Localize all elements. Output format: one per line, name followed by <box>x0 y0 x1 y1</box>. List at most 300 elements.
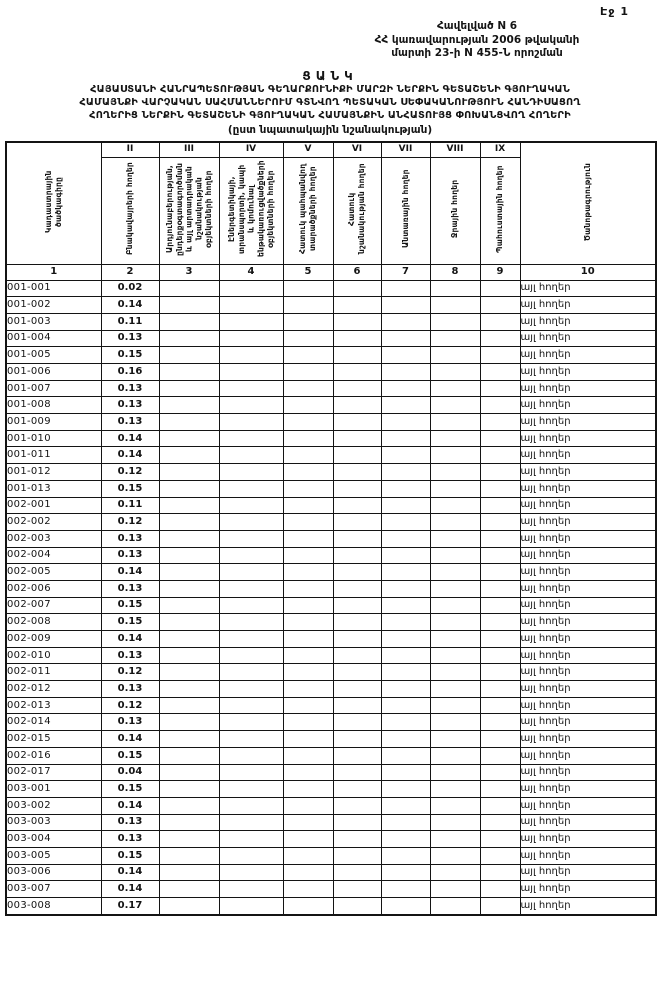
empty-cell <box>283 797 333 814</box>
empty-cell <box>480 530 520 547</box>
empty-cell <box>381 447 430 464</box>
empty-cell <box>333 480 381 497</box>
empty-cell <box>219 547 283 564</box>
cadastral-code-cell: 002-014 <box>6 714 101 731</box>
empty-cell <box>159 547 219 564</box>
empty-cell <box>480 414 520 431</box>
empty-cell <box>219 881 283 898</box>
table-row <box>6 514 656 531</box>
empty-cell <box>159 898 219 915</box>
empty-cell <box>283 530 333 547</box>
empty-cell <box>333 631 381 648</box>
header-col-4 <box>219 157 283 264</box>
cadastral-code-cell: 001-001 <box>6 280 101 297</box>
table-row <box>6 397 656 414</box>
table-row <box>6 747 656 764</box>
page-number: Էջ 1 <box>600 5 629 18</box>
empty-cell <box>333 814 381 831</box>
roman-numeral-VII: VII <box>381 142 430 158</box>
empty-cell <box>219 631 283 648</box>
cadastral-code-cell: 001-010 <box>6 430 101 447</box>
empty-cell <box>381 280 430 297</box>
table-row <box>6 347 656 364</box>
empty-cell <box>430 530 480 547</box>
empty-cell <box>219 414 283 431</box>
empty-cell <box>159 530 219 547</box>
empty-cell <box>283 397 333 414</box>
empty-cell <box>159 864 219 881</box>
empty-cell <box>219 464 283 481</box>
empty-cell <box>430 781 480 798</box>
empty-cell <box>430 697 480 714</box>
header-col-7 <box>381 157 430 264</box>
table-row <box>6 297 656 314</box>
empty-cell <box>283 514 333 531</box>
residential-land-cell: 0.14 <box>101 797 159 814</box>
empty-cell <box>159 464 219 481</box>
table-row <box>6 764 656 781</box>
empty-cell <box>480 847 520 864</box>
empty-cell <box>430 681 480 698</box>
empty-cell <box>381 647 430 664</box>
note-cell: այլ հողեր <box>520 447 656 464</box>
empty-cell <box>480 480 520 497</box>
column-number-8: 8 <box>430 264 480 280</box>
cadastral-code-cell: 002-001 <box>6 497 101 514</box>
empty-cell <box>430 797 480 814</box>
header-note <box>520 142 656 265</box>
empty-cell <box>381 580 430 597</box>
title-subtitle: (ըստ նպատակային նշանակության) <box>227 123 433 136</box>
empty-cell <box>283 564 333 581</box>
empty-cell <box>159 847 219 864</box>
empty-cell <box>159 364 219 381</box>
empty-cell <box>219 831 283 848</box>
cadastral-code-cell: 001-008 <box>6 397 101 414</box>
cadastral-code-cell: 001-003 <box>6 313 101 330</box>
empty-cell <box>381 313 430 330</box>
empty-cell <box>219 847 283 864</box>
note-cell: այլ հողեր <box>520 881 656 898</box>
empty-cell <box>219 380 283 397</box>
residential-land-cell: 0.13 <box>101 530 159 547</box>
empty-cell <box>381 781 430 798</box>
cadastral-code-cell: 002-013 <box>6 697 101 714</box>
column-number-7: 7 <box>381 264 430 280</box>
empty-cell <box>381 881 430 898</box>
residential-land-cell: 0.17 <box>101 898 159 915</box>
empty-cell <box>381 898 430 915</box>
note-cell: այլ հողեր <box>520 347 656 364</box>
empty-cell <box>159 380 219 397</box>
empty-cell <box>430 280 480 297</box>
empty-cell <box>283 330 333 347</box>
header-cadastral-code-label: Կադաստրային ծածկագիրը <box>44 170 63 233</box>
empty-cell <box>159 814 219 831</box>
empty-cell <box>159 781 219 798</box>
empty-cell <box>381 864 430 881</box>
note-cell: այլ հողեր <box>520 597 656 614</box>
table-row <box>6 430 656 447</box>
empty-cell <box>219 430 283 447</box>
empty-cell <box>381 614 430 631</box>
empty-cell <box>219 297 283 314</box>
table-row <box>6 414 656 431</box>
empty-cell <box>219 480 283 497</box>
empty-cell <box>159 414 219 431</box>
residential-land-cell: 0.15 <box>101 847 159 864</box>
header-col-2-label: Բնակավայրերի հողեր <box>125 162 135 256</box>
note-cell: այլ հողեր <box>520 480 656 497</box>
column-number-2: 2 <box>101 264 159 280</box>
cadastral-code-cell: 001-011 <box>6 447 101 464</box>
empty-cell <box>333 697 381 714</box>
empty-cell <box>381 831 430 848</box>
empty-cell <box>219 447 283 464</box>
empty-cell <box>159 430 219 447</box>
empty-cell <box>381 397 430 414</box>
empty-cell <box>283 614 333 631</box>
note-cell: այլ հողեր <box>520 414 656 431</box>
header-col-5 <box>283 157 333 264</box>
empty-cell <box>430 831 480 848</box>
empty-cell <box>159 664 219 681</box>
header-col-8-label: Ջրային հողեր <box>450 179 460 238</box>
cadastral-code-cell: 002-012 <box>6 681 101 698</box>
note-cell: այլ հողեր <box>520 614 656 631</box>
table-row <box>6 580 656 597</box>
residential-land-cell: 0.14 <box>101 631 159 648</box>
empty-cell <box>430 397 480 414</box>
empty-cell <box>283 647 333 664</box>
empty-cell <box>283 831 333 848</box>
empty-cell <box>480 664 520 681</box>
empty-cell <box>381 764 430 781</box>
empty-cell <box>480 881 520 898</box>
empty-cell <box>283 497 333 514</box>
empty-cell <box>480 280 520 297</box>
table-row <box>6 847 656 864</box>
header-cadastral-code <box>6 142 101 265</box>
table-body <box>6 280 656 915</box>
empty-cell <box>480 781 520 798</box>
empty-cell <box>283 447 333 464</box>
empty-cell <box>430 364 480 381</box>
empty-cell <box>283 380 333 397</box>
empty-cell <box>333 764 381 781</box>
residential-land-cell: 0.16 <box>101 364 159 381</box>
empty-cell <box>283 781 333 798</box>
empty-cell <box>219 898 283 915</box>
empty-cell <box>430 480 480 497</box>
residential-land-cell: 0.13 <box>101 681 159 698</box>
empty-cell <box>430 547 480 564</box>
cadastral-code-cell: 003-006 <box>6 864 101 881</box>
empty-cell <box>219 814 283 831</box>
empty-cell <box>381 380 430 397</box>
empty-cell <box>430 347 480 364</box>
residential-land-cell: 0.14 <box>101 881 159 898</box>
header-note-label: Ծանոթագրություն <box>582 162 592 241</box>
empty-cell <box>159 631 219 648</box>
empty-cell <box>283 814 333 831</box>
empty-cell <box>381 681 430 698</box>
empty-cell <box>283 631 333 648</box>
note-cell: այլ հողեր <box>520 681 656 698</box>
empty-cell <box>219 597 283 614</box>
empty-cell <box>480 447 520 464</box>
empty-cell <box>283 414 333 431</box>
empty-cell <box>381 464 430 481</box>
empty-cell <box>159 447 219 464</box>
empty-cell <box>219 330 283 347</box>
table-row <box>6 697 656 714</box>
header-col-8 <box>430 157 480 264</box>
empty-cell <box>430 647 480 664</box>
empty-cell <box>480 797 520 814</box>
title-line-1: ՀԱՅԱՍՏԱՆԻ ՀԱՆՐԱՊԵՏՈՒԹՅԱՆ ԳԵՂԱՐՔՈՒՆԻՔԻ ՄԱՐԶԻ ՆԵՐՔԻՆ ԳԵՏԱՇԵՆԻ ԳՅՈՒՂԱԿԱՆ <box>90 83 570 95</box>
empty-cell <box>430 898 480 915</box>
cadastral-code-cell: 002-015 <box>6 731 101 748</box>
note-cell: այլ հողեր <box>520 631 656 648</box>
empty-cell <box>480 364 520 381</box>
header-col-3-label: Արդյունաբերության, ընդերքօգտագործման և այլ արտադրական նշանակության օբյեկտների հողեր <box>164 161 213 256</box>
cadastral-code-cell: 003-005 <box>6 847 101 864</box>
header-col-9-label: Պահուստային հողեր <box>495 164 505 253</box>
table-row <box>6 547 656 564</box>
empty-cell <box>283 364 333 381</box>
header-col-3 <box>159 157 219 264</box>
empty-cell <box>159 580 219 597</box>
note-cell: այլ հողեր <box>520 797 656 814</box>
empty-cell <box>333 597 381 614</box>
empty-cell <box>159 480 219 497</box>
empty-cell <box>333 864 381 881</box>
table-header <box>6 142 656 281</box>
roman-numeral-VI: VI <box>333 142 381 158</box>
note-cell: այլ հողեր <box>520 514 656 531</box>
empty-cell <box>480 714 520 731</box>
cadastral-code-cell: 003-008 <box>6 898 101 915</box>
residential-land-cell: 0.11 <box>101 497 159 514</box>
empty-cell <box>430 580 480 597</box>
column-number-row <box>6 264 656 280</box>
residential-land-cell: 0.13 <box>101 831 159 848</box>
residential-land-cell: 0.15 <box>101 597 159 614</box>
cadastral-code-cell: 002-010 <box>6 647 101 664</box>
empty-cell <box>430 464 480 481</box>
empty-cell <box>333 580 381 597</box>
empty-cell <box>333 364 381 381</box>
empty-cell <box>430 664 480 681</box>
residential-land-cell: 0.12 <box>101 464 159 481</box>
empty-cell <box>159 681 219 698</box>
note-cell: այլ հողեր <box>520 747 656 764</box>
empty-cell <box>430 814 480 831</box>
cadastral-code-cell: 003-003 <box>6 814 101 831</box>
cadastral-code-cell: 001-004 <box>6 330 101 347</box>
empty-cell <box>219 747 283 764</box>
cadastral-code-cell: 001-002 <box>6 297 101 314</box>
empty-cell <box>333 380 381 397</box>
table-row <box>6 797 656 814</box>
empty-cell <box>219 514 283 531</box>
empty-cell <box>283 847 333 864</box>
empty-cell <box>159 497 219 514</box>
empty-cell <box>480 430 520 447</box>
empty-cell <box>333 831 381 848</box>
column-number-6: 6 <box>333 264 381 280</box>
empty-cell <box>333 714 381 731</box>
empty-cell <box>283 664 333 681</box>
empty-cell <box>333 647 381 664</box>
residential-land-cell: 0.14 <box>101 864 159 881</box>
empty-cell <box>480 764 520 781</box>
empty-cell <box>219 731 283 748</box>
empty-cell <box>381 797 430 814</box>
empty-cell <box>333 414 381 431</box>
header-col-2 <box>101 157 159 264</box>
empty-cell <box>480 597 520 614</box>
cadastral-code-cell: 001-013 <box>6 480 101 497</box>
column-number-10: 10 <box>520 264 656 280</box>
empty-cell <box>159 514 219 531</box>
residential-land-cell: 0.14 <box>101 430 159 447</box>
header-col-5-label: Հատուկ պահպանվող տարածքների հողեր <box>298 163 317 254</box>
empty-cell <box>430 414 480 431</box>
note-cell: այլ հողեր <box>520 497 656 514</box>
empty-cell <box>333 797 381 814</box>
header-col-7-label: Անտառային հողեր <box>400 169 410 248</box>
empty-cell <box>430 881 480 898</box>
empty-cell <box>219 530 283 547</box>
empty-cell <box>480 497 520 514</box>
residential-land-cell: 0.02 <box>101 280 159 297</box>
note-cell: այլ հողեր <box>520 280 656 297</box>
empty-cell <box>430 297 480 314</box>
land-table <box>5 141 657 916</box>
empty-cell <box>430 614 480 631</box>
empty-cell <box>159 714 219 731</box>
empty-cell <box>333 781 381 798</box>
table-row <box>6 564 656 581</box>
empty-cell <box>283 764 333 781</box>
empty-cell <box>430 764 480 781</box>
empty-cell <box>219 647 283 664</box>
empty-cell <box>159 397 219 414</box>
empty-cell <box>480 397 520 414</box>
residential-land-cell: 0.15 <box>101 747 159 764</box>
table-row <box>6 380 656 397</box>
note-cell: այլ հողեր <box>520 764 656 781</box>
empty-cell <box>430 864 480 881</box>
empty-cell <box>219 564 283 581</box>
empty-cell <box>283 731 333 748</box>
table-row <box>6 781 656 798</box>
empty-cell <box>430 430 480 447</box>
empty-cell <box>283 697 333 714</box>
cadastral-code-cell: 001-009 <box>6 414 101 431</box>
note-cell: այլ հողեր <box>520 297 656 314</box>
empty-cell <box>159 747 219 764</box>
empty-cell <box>381 631 430 648</box>
empty-cell <box>219 580 283 597</box>
appendix-block <box>317 20 637 61</box>
title-caption: ՑԱՆԿ <box>302 68 358 83</box>
note-cell: այլ հողեր <box>520 313 656 330</box>
note-cell: այլ հողեր <box>520 664 656 681</box>
table-row <box>6 631 656 648</box>
empty-cell <box>480 898 520 915</box>
table-row <box>6 480 656 497</box>
empty-cell <box>333 847 381 864</box>
empty-cell <box>381 364 430 381</box>
empty-cell <box>381 347 430 364</box>
empty-cell <box>333 681 381 698</box>
table-row <box>6 831 656 848</box>
empty-cell <box>219 347 283 364</box>
empty-cell <box>219 697 283 714</box>
residential-land-cell: 0.13 <box>101 397 159 414</box>
cadastral-code-cell: 002-002 <box>6 514 101 531</box>
empty-cell <box>219 864 283 881</box>
empty-cell <box>219 313 283 330</box>
note-cell: այլ հողեր <box>520 898 656 915</box>
empty-cell <box>480 631 520 648</box>
appendix-line-3: մարտի 23-ի N 455-Ն որոշման <box>391 47 563 60</box>
cadastral-code-cell: 002-017 <box>6 764 101 781</box>
empty-cell <box>333 547 381 564</box>
empty-cell <box>480 347 520 364</box>
empty-cell <box>219 781 283 798</box>
empty-cell <box>283 681 333 698</box>
empty-cell <box>480 297 520 314</box>
note-cell: այլ հողեր <box>520 781 656 798</box>
residential-land-cell: 0.15 <box>101 347 159 364</box>
empty-cell <box>381 547 430 564</box>
appendix-line-1: Հավելված N 6 <box>436 20 518 32</box>
table-row <box>6 614 656 631</box>
empty-cell <box>333 881 381 898</box>
empty-cell <box>430 514 480 531</box>
roman-numeral-V: V <box>283 142 333 158</box>
empty-cell <box>430 330 480 347</box>
roman-numeral-VIII: VIII <box>430 142 480 158</box>
empty-cell <box>333 614 381 631</box>
cadastral-code-cell: 002-003 <box>6 530 101 547</box>
cadastral-code-cell: 001-012 <box>6 464 101 481</box>
note-cell: այլ հողեր <box>520 464 656 481</box>
residential-land-cell: 0.13 <box>101 814 159 831</box>
residential-land-cell: 0.13 <box>101 380 159 397</box>
empty-cell <box>430 714 480 731</box>
table-row <box>6 447 656 464</box>
appendix-line-2: ՀՀ կառավարության 2006 թվականի <box>374 33 580 46</box>
note-cell: այլ հողեր <box>520 647 656 664</box>
cadastral-code-cell: 001-007 <box>6 380 101 397</box>
note-cell: այլ հողեր <box>520 714 656 731</box>
empty-cell <box>430 731 480 748</box>
empty-cell <box>480 864 520 881</box>
empty-cell <box>480 731 520 748</box>
empty-cell <box>381 564 430 581</box>
empty-cell <box>283 297 333 314</box>
empty-cell <box>333 397 381 414</box>
empty-cell <box>159 697 219 714</box>
empty-cell <box>381 664 430 681</box>
title-line-3: ՀՈՂԵՐԻՑ ՆԵՐՔԻՆ ԳԵՏԱՇԵՆԻ ԳՅՈՒՂԱԿԱՆ ՀԱՄԱՅՆՔԻՆ ԱՆՀԱՏՈՒՅՑ ՓՈԽԱՆՑՎՈՂ ՀՈՂԵՐԻ <box>89 110 571 122</box>
table-row <box>6 313 656 330</box>
